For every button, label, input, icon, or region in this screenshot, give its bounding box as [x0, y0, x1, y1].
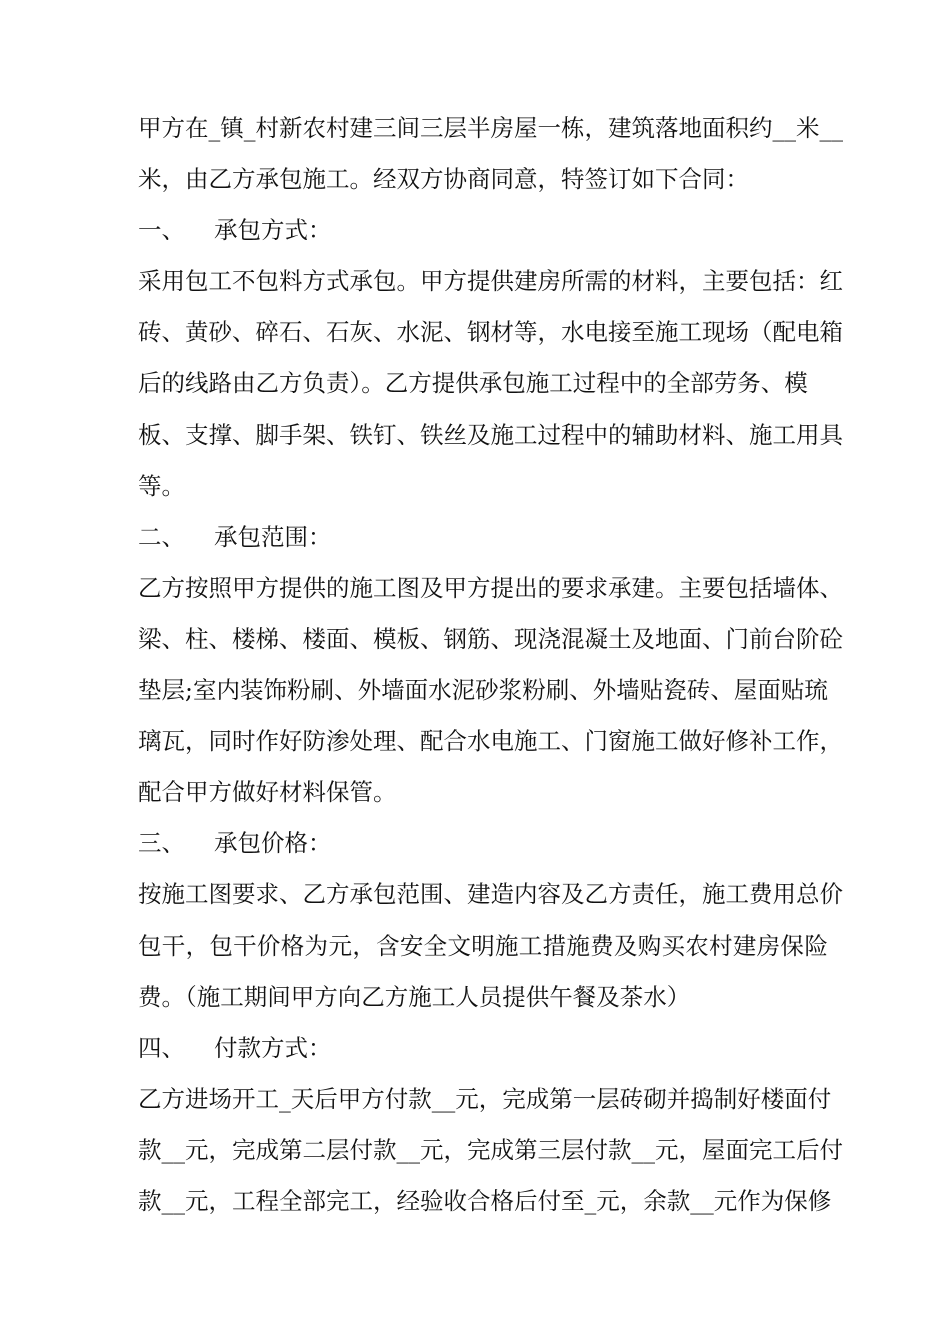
body-text-line: 米，由乙方承包施工。经双方协商同意，特签订如下合同： [138, 165, 749, 194]
body-text-line: 款 _ _ 元 ， 完 成 第 二 层 付 款 _ _ 元 ， 完 成 第 三 层 付 款 _ _ 元 ， 屋 面 完 工 后 付 [138, 1135, 843, 1164]
body-text-line: 乙 方 按 照 甲 方 提 供 的 施 工 图 及 甲 方 提 出 的 要 求 承 建 。 主 要 包 括 墙 体 、 [138, 573, 843, 602]
section-title: 付款方式： [214, 1033, 332, 1062]
section-title: 承包方式： [214, 216, 332, 245]
section-heading [138, 512, 828, 563]
body-text-line: 费。（施工期间甲方向乙方施工人员提供午餐及茶水） [138, 982, 691, 1011]
body-text-line: 板 、 支 撑 、 脚 手 架 、 铁 钉 、 铁 丝 及 施 工 过 程 中 的 辅 助 材 料 、 施 工 用 具 [138, 420, 843, 449]
section-heading [138, 205, 828, 256]
section-heading [138, 818, 828, 869]
contract-body [138, 103, 843, 1227]
body-text-line: 后的线路由乙方负责）。乙方提供承包施工过程中的全部劳务、模 [138, 369, 808, 398]
section-number: 一、 [138, 216, 185, 245]
section-heading [138, 1023, 828, 1074]
section-title: 承包价格： [214, 829, 332, 858]
body-text-line: 等。 [138, 471, 185, 500]
section-number: 三、 [138, 829, 185, 858]
body-text-line: 包 干 ， 包 干 价 格 为 元 ， 含 安 全 文 明 施 工 措 施 费 及 购 买 农 村 建 房 保 险 [138, 931, 828, 960]
body-text-line: 梁 、 柱 、 楼 梯 、 楼 面 、 模 板 、 钢 筋 、 现 浇 混 凝 土 及 地 面 、 门 前 台 阶 砼 [138, 624, 843, 653]
body-text-line: 按 施 工 图 要 求 、 乙 方 承 包 范 围 、 建 造 内 容 及 乙 方 责 任 ， 施 工 费 用 总 价 [138, 880, 843, 909]
body-text-line: 砖 、 黄 砂 、 碎 石 、 石 灰 、 水 泥 、 钢 材 等 ， 水 电 接 至 施 工 现 场 （ 配 电 箱 [138, 318, 843, 347]
body-text-line: 采 用 包 工 不 包 料 方 式 承 包 。 甲 方 提 供 建 房 所 需 的 材 料 ， 主 要 包 括 ： 红 [138, 267, 843, 296]
section-number: 四、 [138, 1033, 185, 1062]
section-number: 二、 [138, 522, 185, 551]
body-text-line: 乙 方 进 场 开 工 _ 天 后 甲 方 付 款 _ _ 元 ， 完 成 第 一 层 砖 砌 并 捣 制 好 楼 面 付 [138, 1084, 832, 1113]
body-text-line: 璃 瓦 ， 同 时 作 好 防 渗 处 理 、 配 合 水 电 施 工 、 门 窗 施 工 做 好 修 补 工 作 ， [138, 727, 843, 756]
body-text-line: 甲 方 在 _ 镇 _ 村 新 农 村 建 三 间 三 层 半 房 屋 一 栋 ， 建 筑 落 地 面 积 约 _ _ 米 _ _ [138, 114, 843, 142]
body-text-line: 配合甲方做好材料保管。 [138, 778, 397, 807]
section-title: 承包范围： [214, 522, 332, 551]
body-text-line: 垫 层 ; 室 内 装 饰 粉 刷 、 外 墙 面 水 泥 砂 浆 粉 刷 、 外 墙 贴 瓷 砖 、 屋 面 贴 琉 [138, 676, 828, 705]
body-text-line: 款 _ _ 元 ， 工 程 全 部 完 工 ， 经 验 收 合 格 后 付 至 _ 元 ， 余 款 _ _ 元 作 为 保 修 [138, 1186, 832, 1215]
